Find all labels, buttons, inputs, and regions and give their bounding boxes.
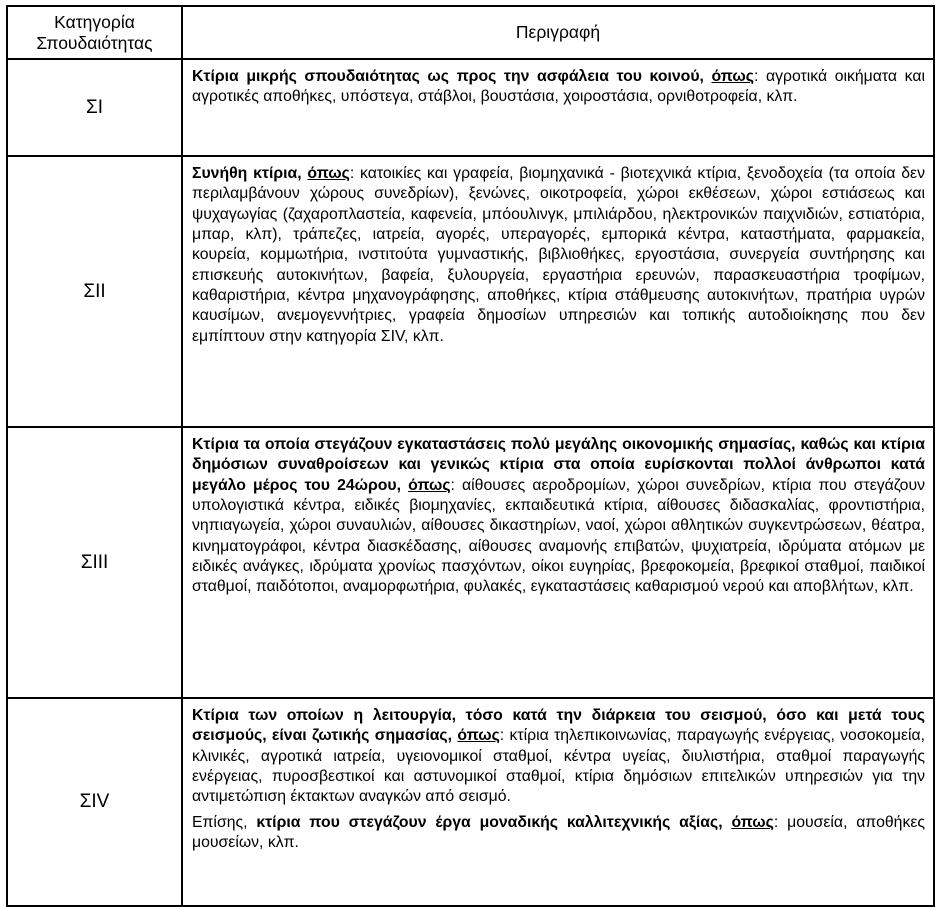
table-row: [7, 427, 934, 698]
keyword: όπως: [307, 165, 350, 182]
description-body: : κτίρια τηλεπικοινωνίας, παραγωγής ενέργειας, νοσοκομεία, κλινικές, αγροτικά ιατρεία, υγειονομικοί σταθμοί, κέντρα υγείας, διυλιστήρια, σταθμοί παραγωγής ενέργειας, πυροσβεστικοί και αστυνομικοί σταθμοί, κτίρια δημόσιων επιτελικών υπηρεσιών για την αντιμετώπιση έκτακτων αναγκών από σεισμό.: [192, 727, 926, 806]
description-text: [192, 435, 925, 598]
extra-lead: Επίσης,: [192, 813, 248, 831]
description-cell: [182, 698, 934, 906]
description-body: : αίθουσες αεροδρομίων, χώροι συνεδρίων, κτίρια που στεγάζουν υπολογιστικά κέντρα, ειδικές βιομηχανίες, εκπαιδευτικά κτίρια, αίθουσες διδασκαλίας, φροντιστήρια, νηπιαγωγεία, χώροι συναυλιών, αίθουσες δικαστηρίων, ναοί, χώροι αθλητικών συγκεντρώσεων, θέατρα, κινηματογράφοι, κέντρα διασκέδασης, αίθουσες αναμονής επιβατών, ψυχιατρεία, ιδρύματα ατόμων με ειδικές ανάγκες, ιδρύματα χρονίως πασχόντων, οίκοι ευγηρίας, βρεφοκομεία, βρεφικοί σταθμοί, παιδικοί σταθμοί, παιδότοποι, αναμορφωτήρια, φυλακές, εγκαταστάσεις καθαρισμού νερού και αποβλήτων, κλπ.: [192, 476, 926, 596]
description-bold: Κτίρια τα οποία στεγάζουν εγκαταστάσεις πολύ μεγάλης οικονομικής σημασίας, καθώς και κτίρια δημόσιων συναθροίσεων και γενικώς κτίρια στα οποία ευρίσκονται πολλοί άνθρωποι κατά μεγάλο μέρος του 24ώρου,: [192, 436, 925, 494]
description-extra: [192, 813, 925, 854]
description-cell: [182, 156, 934, 427]
extra-body: : μουσεία, αποθήκες μουσείων, κλπ.: [192, 813, 926, 852]
description-cell: [182, 59, 934, 156]
description-body: : κατοικίες και γραφεία, βιομηχανικά - βιοτεχνικά κτίρια, ξενοδοχεία (τα οποία δεν περιλαμβάνουν χώρους συνεδρίων), ξενώνες, οικοτροφεία, χώροι εκθέσεων, χώροι εστιάσεως και ψυχαγωγίας (ζαχαροπλαστεία, καφενεία, μπόουλινγκ, μπιλιάρδου, ηλεκτρονικών παιχνιδιών, εστιατόρια, μπαρ, κλπ), τράπεζες, ιατρεία, αγορές, υπεραγορές, εμπορικά κέντρα, καταστήματα, φαρμακεία, κουρεία, κομμωτήρια, ινστιτούτα γυμναστικής, βιβλιοθήκες, εργοστάσια, συνεργεία συντήρησης και επισκευής αυτοκινήτων, βαφεία, ξυλουργεία, εργαστήρια ερευνών, παρασκευαστήρια τροφίμων, καθαριστήρια, κέντρα μηχανογράφησης, αποθήκες, κτίρια στάθμευσης αυτοκινήτων, πρατήρια υγρών καυσίμων, ανεμογεννήτριες, γραφεία δημοσίων υπηρεσιών και τοπικής αυτοδιοίκησης που δεν εμπίπτουν στην κατηγορία ΣIV, κλπ.: [192, 165, 926, 345]
keyword: όπως: [408, 476, 451, 494]
extra-bold: κτίρια που στεγάζουν έργα μοναδικής καλλιτεχνικής αξίας,: [256, 813, 723, 831]
description-text: [192, 164, 925, 347]
description-cell: [182, 427, 934, 698]
description-bold: Συνήθη κτίρια,: [192, 165, 302, 182]
description-bold: Κτίρια μικρής σπουδαιότητας ως προς την ασφάλεια του κοινού,: [192, 68, 704, 85]
category-cell: ΣΙΙΙ: [7, 427, 182, 698]
description-bold: Κτίρια των οποίων η λειτουργία, τόσο κατά την διάρκεια του σεισμού, όσο και μετά τους σεισμούς, είναι ζωτικής σημασίας,: [192, 707, 925, 745]
description-body: : αγροτικά οικήματα και αγροτικές αποθήκες, υπόστεγα, στάβλοι, βουστάσια, χοιροστάσια, ορνιθοτροφεία, κλπ.: [192, 68, 926, 106]
category-cell: ΣΙ: [7, 59, 182, 156]
keyword: όπως: [711, 68, 754, 85]
header-row: [7, 6, 934, 59]
keyword: όπως: [457, 727, 500, 745]
table-row: [7, 698, 934, 906]
description-text: [192, 67, 925, 108]
table-row: [7, 59, 934, 156]
header-category: Κατηγορία Σπουδαιότητας: [7, 6, 182, 59]
category-cell: ΣΙΙ: [7, 156, 182, 427]
importance-category-table: [6, 5, 935, 907]
table-row: [7, 156, 934, 427]
description-text: [192, 706, 925, 808]
keyword: όπως: [731, 813, 774, 831]
header-description: Περιγραφή: [182, 6, 934, 59]
category-cell: ΣIV: [7, 698, 182, 906]
